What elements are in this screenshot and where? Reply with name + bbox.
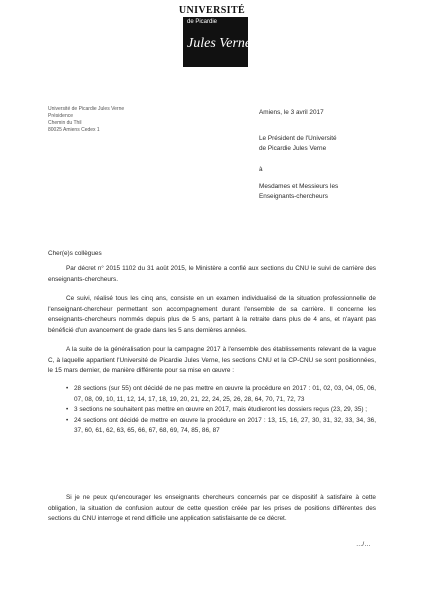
list-item bbox=[66, 416, 376, 437]
letter-recipient bbox=[259, 182, 338, 202]
list-item-text: 24 sections ont décidé de mettre en œuvre la procédure en 2017 : 13, 15, 16, 27, 30, 31, 32, 33, 34, 36, 37, 60, 61, 62, 63, 65, 66, 67, 68, 69, 74, 85, 86, 87 bbox=[74, 416, 376, 435]
letter-sender-title bbox=[259, 134, 337, 154]
paragraph-text: A la suite de la généralisation pour la campagne 2017 à l'ensemble des établissements relevant de la vague C, à laquelle appartient l'Université de Picardie Jules Verne, les sections CNU et la CP-CNU se sont positionnées, le 15 mars dernier, de manière différente pour sa mise en œuvre : bbox=[48, 346, 376, 375]
bullet-icon: • bbox=[66, 406, 69, 414]
logo-script-text: Jules Verne bbox=[187, 36, 252, 51]
sender-address bbox=[48, 106, 124, 134]
bullet-icon: • bbox=[66, 416, 69, 424]
paragraph-text: Si je ne peux qu'encourager les enseignants chercheurs concernés par ce dispositif à satisfaire à cette obligation, la situation de confusion autour de cette question créée par les prises de positions différentes des sections du CNU interroge et rend difficile une application satisfaisante de ce décret. bbox=[48, 494, 376, 523]
continuation-marker: …/… bbox=[356, 541, 371, 548]
paragraph-text: Par décret n° 2015 1102 du 31 août 2015, le Ministère a confié aux sections du CNU le suivi de carrière des enseignants-chercheurs. bbox=[48, 265, 376, 283]
list-item bbox=[66, 405, 376, 416]
logo-subtitle: de Picardie bbox=[187, 19, 218, 25]
list-item bbox=[66, 384, 376, 405]
university-logo bbox=[183, 17, 252, 67]
sender-line: Présidence bbox=[48, 113, 74, 119]
sender-line: 80025 Amiens Cedex 1 bbox=[48, 127, 100, 133]
recipient-line: Enseignants-chercheurs bbox=[259, 193, 328, 200]
sender-line: Chemin du Thil bbox=[48, 120, 82, 126]
sender-title-line: Le Président de l'Université bbox=[259, 135, 337, 142]
recipient-line: Mesdames et Messieurs les bbox=[259, 183, 339, 190]
paragraph-1 bbox=[48, 264, 376, 285]
paragraph-2 bbox=[48, 294, 376, 336]
paragraph-text: Ce suivi, réalisé tous les cinq ans, consiste en un examen individualisé de la situation professionnelle de l'enseignant-chercheur permettant son accompagnement durant l'ensemble de sa carrière. Il concerne les enseignants-chercheurs nommés depuis plus de 5 ans, partant à la retraite dans plus de 4 ans, et n'ayant pas bénéficié d'un avancement de grade dans les 5 ans dernières années. bbox=[48, 295, 376, 334]
paragraph-4 bbox=[48, 493, 376, 525]
list-item-text: 28 sections (sur 55) ont décidé de ne pas mettre en œuvre la procédure en 2017 : 01, 02, 03, 04, 05, 06, 07, 08, 09, 10, 11, 12, 14, 17, 18, 19, 20, 21, 22, 24, 25, 26, 28, 64, 70, 71, 72, 73 bbox=[74, 385, 376, 403]
paragraph-3 bbox=[48, 345, 376, 377]
sections-list bbox=[66, 384, 376, 437]
list-item-text: 3 sections ne souhaitent pas mettre en œuvre en 2017, mais étudieront les dossiers reçus (23, 29, 35) ; bbox=[74, 406, 368, 414]
sender-title-line: de Picardie Jules Verne bbox=[259, 145, 327, 152]
recipient-prefix: à bbox=[259, 166, 263, 173]
letter-greeting: Cher(e)s collègues bbox=[48, 250, 102, 257]
university-logo-title: UNIVERSITÉ bbox=[178, 5, 246, 16]
bullet-icon: • bbox=[66, 385, 69, 392]
sender-line: Université de Picardie Jules Verne bbox=[48, 106, 125, 112]
letter-date: Amiens, le 3 avril 2017 bbox=[259, 109, 324, 116]
